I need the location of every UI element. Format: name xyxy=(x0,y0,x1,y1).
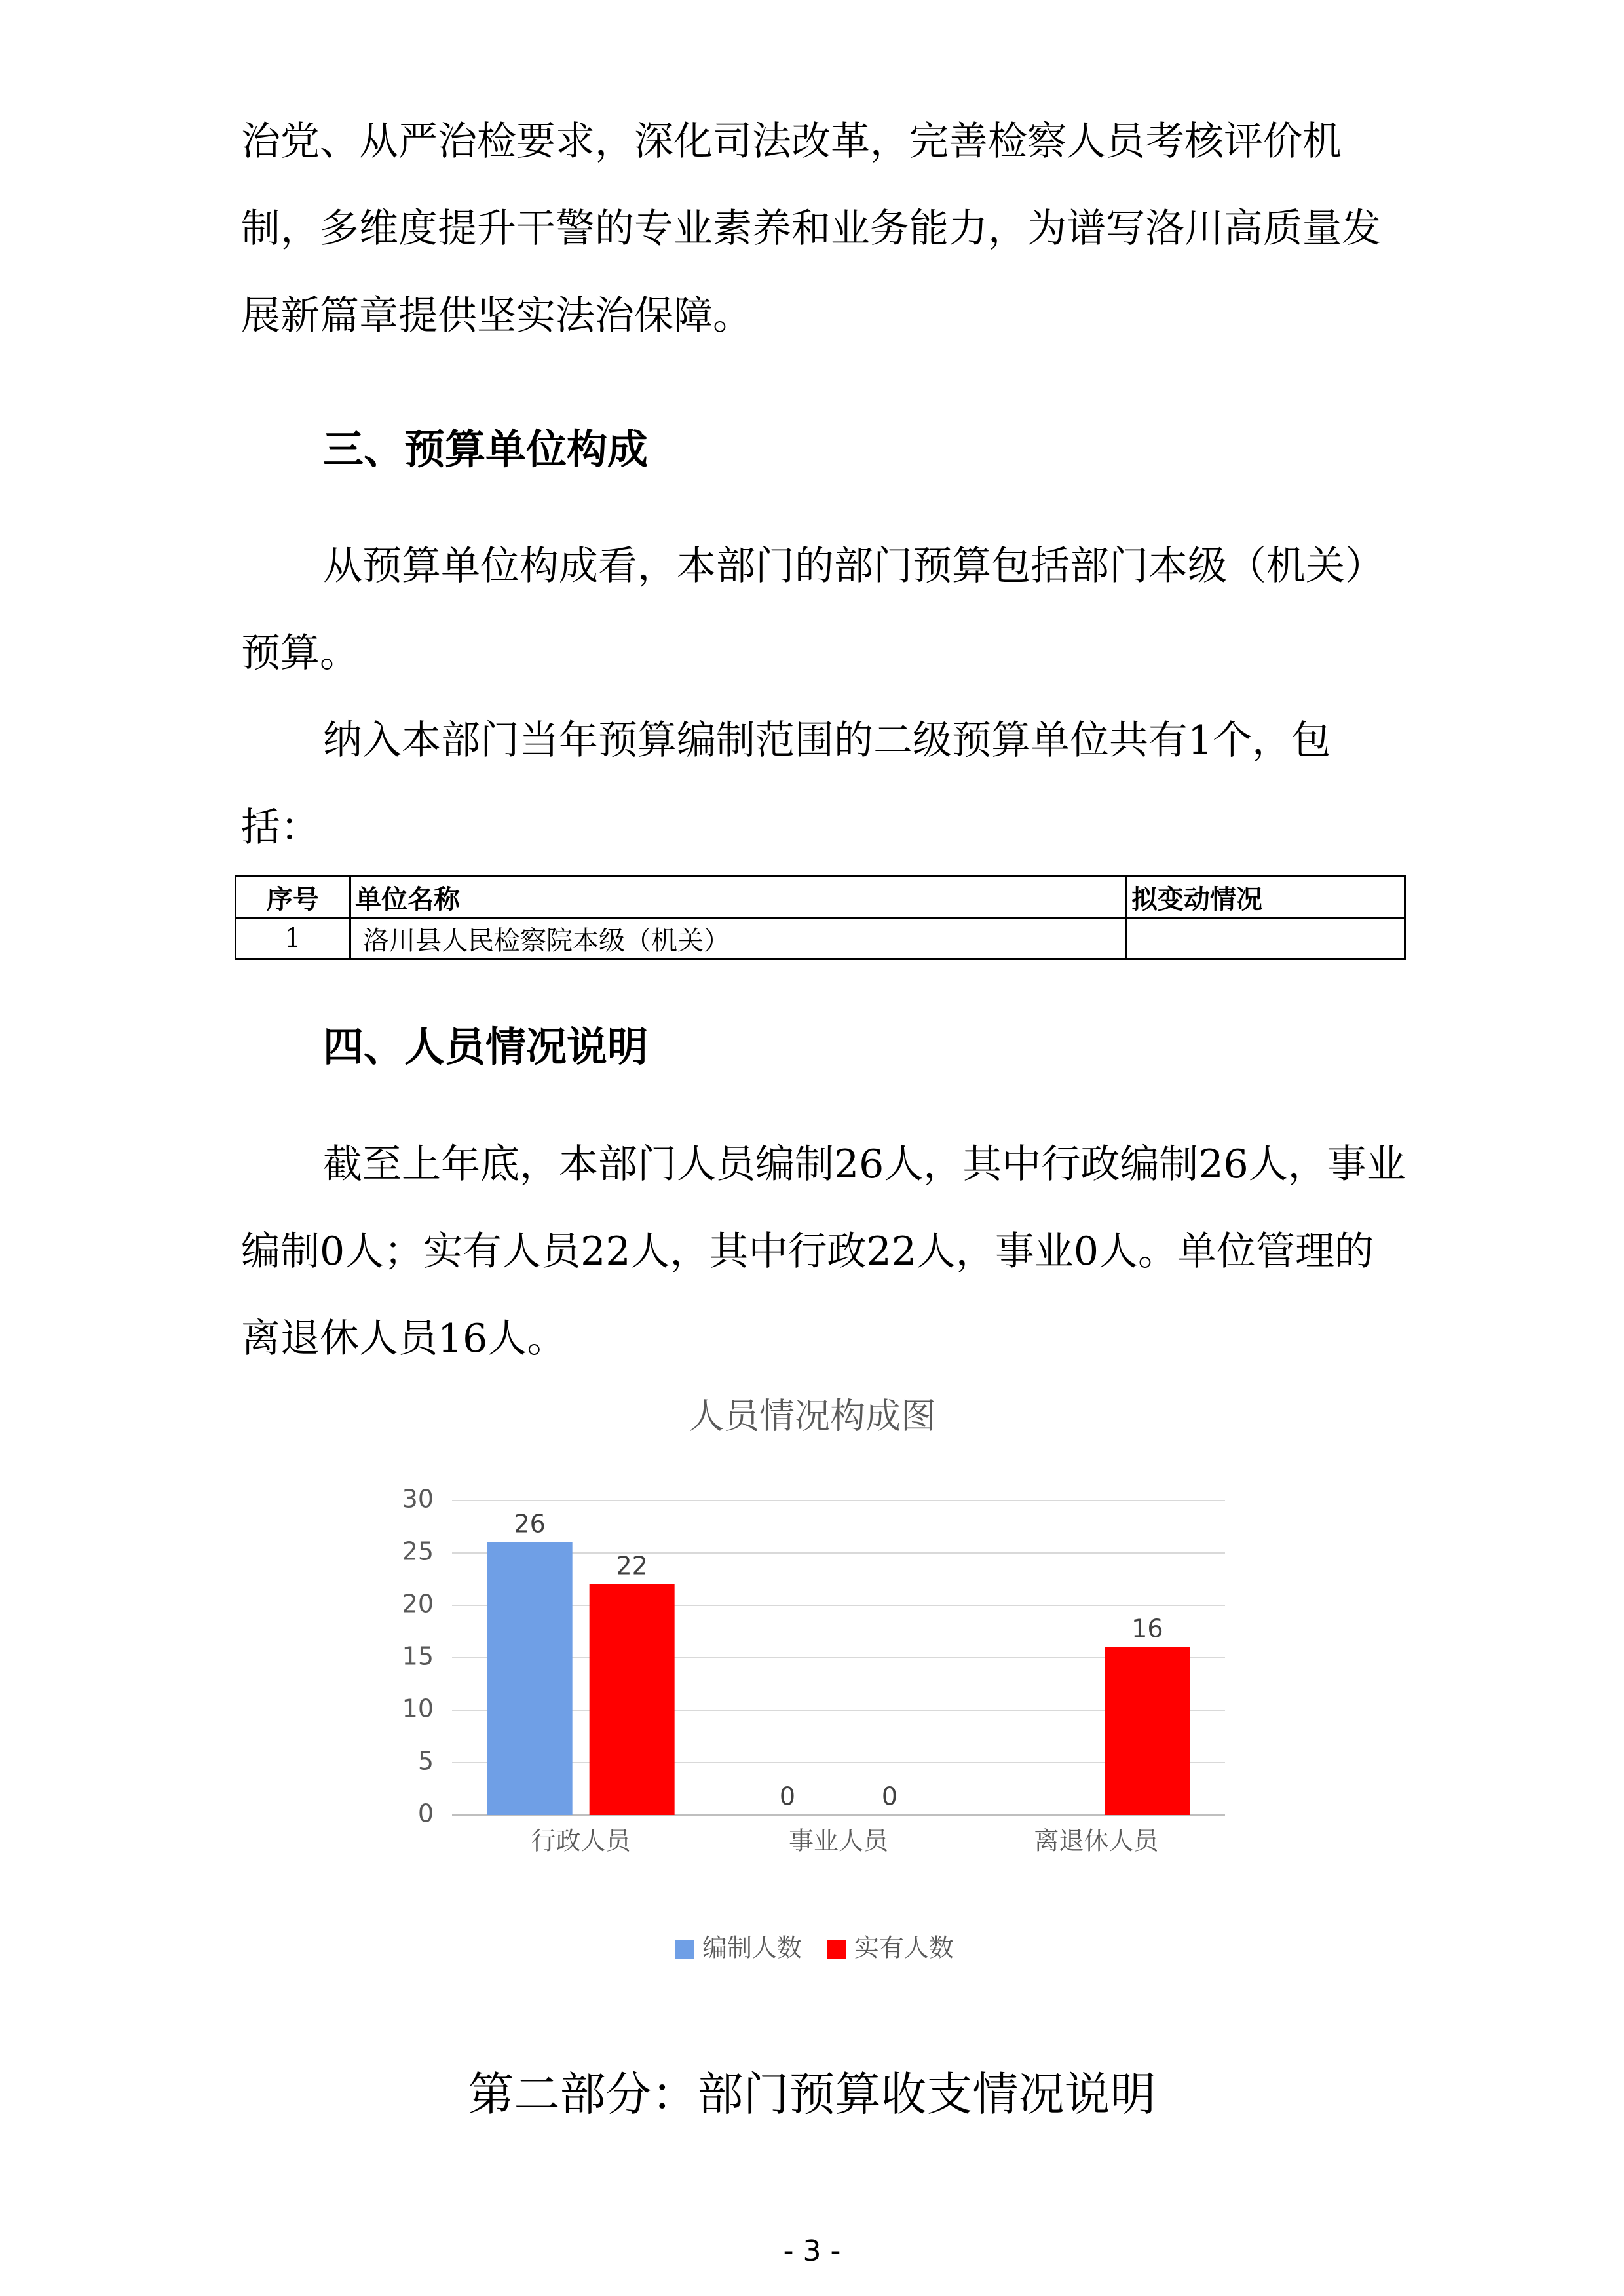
data-label: 22 xyxy=(616,1551,648,1580)
cell-serial: 1 xyxy=(236,918,350,959)
y-tick-label: 0 xyxy=(417,1799,434,1828)
data-label: 0 xyxy=(779,1782,796,1811)
legend-swatch xyxy=(827,1940,846,1959)
legend-swatch xyxy=(675,1940,694,1959)
y-tick-label: 20 xyxy=(402,1589,434,1618)
paragraph-2: 从预算单位构成看，本部门的部门预算包括部门本级（机关）预算。 xyxy=(241,543,1384,676)
header-change: 拟变动情况 xyxy=(1127,877,1405,918)
section-heading-4: 四、人员情况说明 xyxy=(323,1023,649,1071)
paragraph-1: 治党、从严治检要求，深化司法改革，完善检察人员考核评价机制，多维度提升干警的专业素养和业务能力，为谱写洛川高质量发展新篇章提供坚实法治保障。 xyxy=(241,119,1381,339)
cell-unit-name: 洛川县人民检察院本级（机关） xyxy=(350,918,1127,959)
y-tick-label: 15 xyxy=(402,1641,434,1671)
bar xyxy=(1105,1647,1190,1815)
data-label: 0 xyxy=(881,1782,898,1811)
table-row xyxy=(236,918,1405,959)
bar xyxy=(590,1584,675,1815)
legend-label: 编制人数 xyxy=(702,1933,803,1962)
part-two-title: 第二部分：部门预算收支情况说明 xyxy=(468,2067,1156,2121)
y-tick-label: 30 xyxy=(402,1484,434,1514)
bar xyxy=(487,1542,573,1815)
header-unit-name: 单位名称 xyxy=(350,877,1127,918)
x-tick-label: 离退休人员 xyxy=(1034,1826,1159,1856)
budget-units-table xyxy=(235,875,1406,960)
x-tick-label: 行政人员 xyxy=(531,1826,631,1856)
data-label: 16 xyxy=(1131,1614,1163,1643)
y-tick-label: 5 xyxy=(417,1746,434,1776)
paragraph-4: 截至上年底，本部门人员编制26人，其中行政编制26人，事业编制0人；实有人员22人，其中行政22人，事业0人。单位管理的离退休人员16人。 xyxy=(241,1141,1406,1362)
y-tick-label: 25 xyxy=(402,1537,434,1566)
staff-composition-chart xyxy=(367,1396,1258,2012)
chart-title: 人员情况构成图 xyxy=(689,1396,936,1437)
header-serial: 序号 xyxy=(236,877,350,918)
paragraph-3: 纳入本部门当年预算编制范围的二级预算单位共有1个，包括： xyxy=(241,718,1331,851)
y-tick-label: 10 xyxy=(402,1694,434,1723)
table-header-row xyxy=(236,877,1405,918)
section-heading-3: 三、预算单位构成 xyxy=(323,425,649,473)
legend-label: 实有人数 xyxy=(854,1933,954,1962)
data-label: 26 xyxy=(514,1509,546,1539)
page-number: - 3 - xyxy=(783,2234,841,2268)
cell-change xyxy=(1127,918,1405,959)
x-tick-label: 事业人员 xyxy=(788,1826,889,1856)
